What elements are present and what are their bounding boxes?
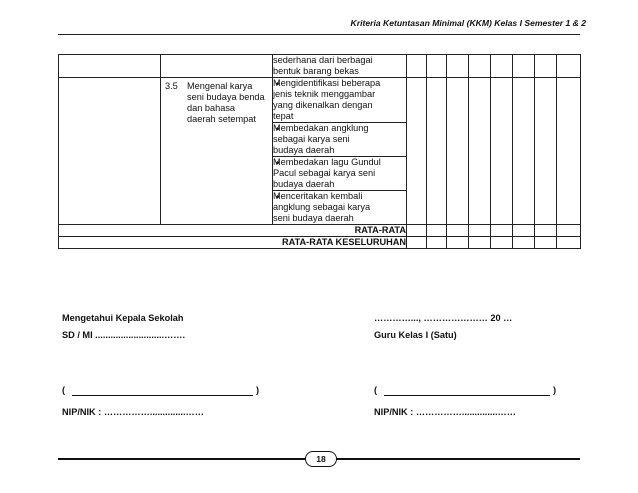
text-line: tepat [273,111,294,121]
left-school-field: SD / MI ...........................……. [62,330,186,340]
score-cell [427,55,447,78]
left-nip-field: NIP/NIK : ……………..............…… [62,407,204,417]
score-cell [407,78,427,225]
score-cell [469,225,491,237]
text-line: yang dikenalkan dengan [273,100,373,110]
score-cell [557,78,581,225]
score-cell [491,237,513,249]
score-cell [469,237,491,249]
text-line: seni budaya daerah [273,213,354,223]
score-cell [535,237,557,249]
table-row [59,78,581,123]
indicator-item [273,157,407,191]
text-line: • Membedakan angklung [273,123,369,133]
footer-rule-left [58,458,306,460]
text-line: • Membedakan lagu Gundul [273,157,381,167]
right-nip-field: NIP/NIK : ……………..............…… [374,407,516,417]
score-cell [469,78,491,225]
right-name-line [384,395,550,396]
rata-rata-keseluruhan-label: RATA-RATA KESELURUHAN [59,237,407,249]
score-cell [407,225,427,237]
rata-rata-row [59,225,581,237]
score-cell [407,237,427,249]
score-cell [513,225,535,237]
score-cell [535,55,557,78]
text-line: budaya daerah [273,145,335,155]
left-signature-title: Mengetahui Kepala Sekolah [62,313,184,323]
text-line: seni budaya benda [187,92,265,102]
left-name-open: ( [62,385,66,395]
rata-rata-keseluruhan-row [59,237,581,249]
score-cell [469,55,491,78]
score-cell [557,55,581,78]
score-cell [513,78,535,225]
rata-rata-label: RATA-RATA [59,225,407,237]
right-signature-title: Guru Kelas I (Satu) [374,330,457,340]
right-date-field: …………..., ………………… 20 … [374,313,513,323]
text-line: angklung sebagai karya [273,202,371,212]
page-number: 18 [305,451,337,467]
continued-indicator [273,55,407,78]
score-cell [491,225,513,237]
document-header: Kriteria Ketuntasan Minimal (KKM) Kelas I Semester 1 & 2 [350,18,586,28]
indicator-item [273,123,407,157]
score-cell [447,225,469,237]
score-cell [427,237,447,249]
score-cell [491,55,513,78]
score-cell [427,78,447,225]
indicator-item [273,191,407,225]
footer-rule-right [334,458,580,460]
score-cell [447,237,469,249]
text-line: bentuk barang bekas [273,66,359,76]
text-line: daerah setempat [187,114,256,124]
text-line: budaya daerah [273,179,335,189]
right-name-close: ) [553,385,557,395]
score-cell [513,237,535,249]
score-cell [491,78,513,225]
text-line: jenis teknik menggambar [273,89,376,99]
header-rule [58,34,580,35]
text-line: Pacul sebagai karya seni [273,168,376,178]
competency-number: 3.5 [165,81,178,91]
text-line: sebagai karya seni [273,134,350,144]
text-line: • Menceritakan kembali [273,191,363,201]
text-line: Mengenal karya [187,81,253,91]
kkm-table [58,54,581,249]
table-row [59,55,581,78]
text-line: sederhana dari berbagai [273,55,373,65]
table-cell [161,55,273,78]
table-cell [59,78,161,225]
score-cell [447,55,469,78]
left-name-line [72,395,253,396]
left-name-close: ) [256,385,260,395]
score-cell [447,78,469,225]
score-cell [535,78,557,225]
table-cell [59,55,161,78]
score-cell [513,55,535,78]
score-cell [535,225,557,237]
competency-cell [161,78,273,225]
indicator-item [273,78,407,123]
score-cell [557,237,581,249]
score-cell [557,225,581,237]
right-name-open: ( [374,385,378,395]
score-cell [407,55,427,78]
text-line: • Mengidentifikasi beberapa [273,78,381,88]
score-cell [427,225,447,237]
text-line: dan bahasa [187,103,236,113]
